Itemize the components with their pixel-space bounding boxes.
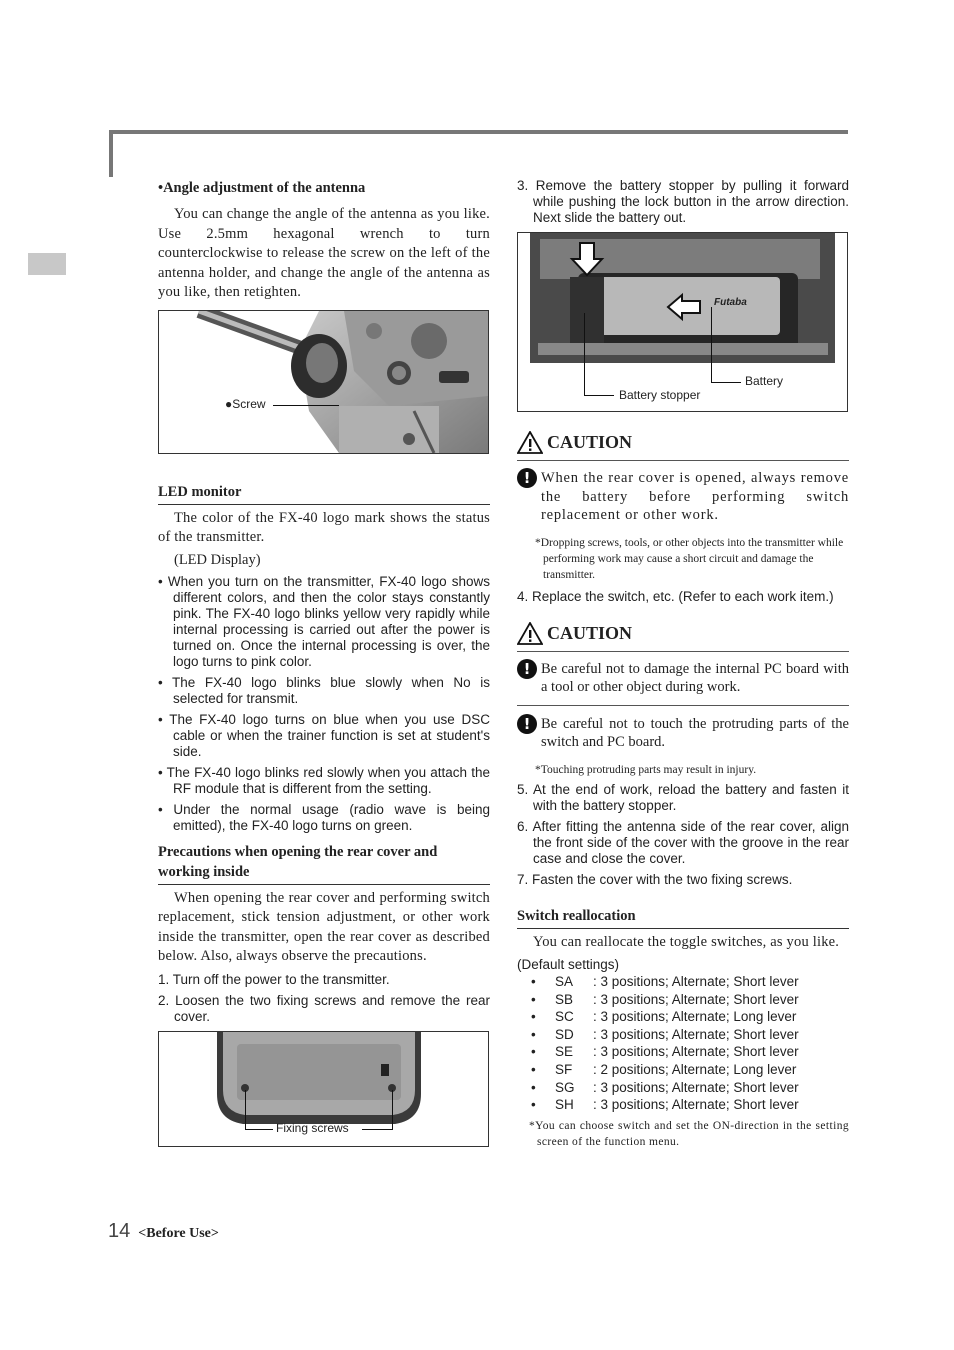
figure3-leader-battery-v: [711, 307, 712, 383]
switch-key: SA: [555, 974, 574, 989]
switch-value: : 3 positions; Alternate; Short lever: [593, 1097, 799, 1113]
right-column: [517, 178, 849, 1150]
switch-value: : 2 positions; Alternate; Long lever: [593, 1061, 797, 1077]
figure1-leader-line: [273, 405, 339, 406]
led-heading: LED monitor: [158, 482, 490, 505]
list-item: • SE : 3 positions; Alternate; Short lever: [531, 1044, 799, 1060]
precautions-paragraph: When opening the rear cover and performing switch replacement, stick tension adjustment, or other work inside the transmitter, open the rear cover as described below. Also, always observe the precautions.: [158, 889, 490, 964]
switch-paragraph: You can reallocate the toggle switches, as you like.: [533, 933, 840, 950]
antenna-paragraph: You can change the angle of the antenna as you like. Use 2.5mm hexagonal wrench to turn counterclockwise to release the screw on the left of the antenna holder, and change the angle of the antenna as you like, then retighten.: [158, 206, 490, 300]
step-3: 3. Remove the battery stopper by pulling it forward while pushing the lock button in the arrow direction. Next slide the battery out.: [517, 178, 849, 225]
switch-key: SC: [555, 1009, 574, 1025]
battery-photo: [518, 233, 847, 411]
antenna-heading: •Angle adjustment of the antenna: [158, 180, 366, 196]
figure-battery: [517, 232, 848, 412]
step-7: 7. Fasten the cover with the two fixing screws.: [517, 871, 793, 887]
caution-2-note: *Touching protruding parts may result in injury.: [535, 763, 757, 776]
switch-key: SE: [555, 1044, 574, 1060]
list-item: • SD : 3 positions; Alternate; Short lever: [531, 1026, 799, 1042]
step-2: 2. Loosen the two fixing screws and remove the rear cover.: [158, 992, 490, 1024]
switch-value: : 3 positions; Alternate; Long lever: [593, 1009, 797, 1025]
warning-triangle-icon: [517, 431, 543, 454]
step-6: 6. After fitting the antenna side of the rear cover, align the front side of the cover with the groove in the rear case and close the cover.: [517, 818, 849, 866]
list-item: • SA : 3 positions; Alternate; Short lever: [531, 974, 799, 989]
antenna-photo: [159, 311, 488, 453]
list-item: • SC : 3 positions; Alternate; Long lever: [531, 1009, 797, 1025]
switch-key: SH: [555, 1097, 574, 1113]
list-item: • Under the normal usage (radio wave is being emitted), the FX-40 logo turns on green.: [158, 801, 490, 833]
step-1: 1. Turn off the power to the transmitter.: [158, 971, 390, 987]
list-item: • SH : 3 positions; Alternate; Short lever: [531, 1097, 799, 1113]
switch-key: SD: [555, 1026, 574, 1042]
switch-heading: Switch reallocation: [517, 906, 849, 929]
exclamation-icon: !: [517, 659, 537, 679]
step-4: 4. Replace the switch, etc. (Refer to each work item.): [517, 588, 834, 604]
list-item: • The FX-40 logo blinks red slowly when you attach the RF module that is different from the setting.: [158, 764, 490, 796]
header-rule-top: [109, 130, 848, 134]
caution-1-note: *Dropping screws, tools, or other objects into the transmitter while performing work may cause a short circuit and damage the transmitter.: [535, 536, 844, 581]
step-5: 5. At the end of work, reload the battery and fasten it with the battery stopper.: [517, 781, 849, 813]
section-side-tab: [28, 253, 66, 275]
precautions-heading: Precautions when opening the rear cover and working inside: [158, 842, 490, 885]
figure2-label-fixing-screws: Fixing screws: [276, 1120, 349, 1135]
figure2-leader-left-v: [245, 1090, 246, 1130]
figure3-leader-stopper-v: [584, 313, 585, 396]
switch-value: : 3 positions; Alternate; Short lever: [593, 974, 799, 989]
figure3-label-stopper: Battery stopper: [619, 388, 701, 402]
figure2-leader-right-v: [392, 1090, 393, 1130]
caution-title-1: CAUTION: [547, 432, 633, 452]
switch-value: : 3 positions; Alternate; Short lever: [593, 1044, 799, 1060]
caution-1-text: When the rear cover is opened, always remove the battery before performing switch replacement or other work.: [541, 470, 849, 523]
figure3-leader-battery-h: [711, 382, 741, 383]
switch-value: : 3 positions; Alternate; Short lever: [593, 991, 799, 1007]
header-rule-left: [109, 130, 113, 177]
caution-2b-text: Be careful not to touch the protruding parts of the switch and PC board.: [541, 715, 849, 750]
warning-triangle-icon: [517, 622, 543, 645]
figure-antenna-screw: [158, 310, 489, 454]
figure2-leader-right-h: [362, 1129, 393, 1130]
list-item: • When you turn on the transmitter, FX-40 logo shows different colors, and then the color stays constantly pink. The FX-40 logo blinks yellow very rapidly while internal processing is carried out after the power is turned on. Once the internal processing is over, the logo turns to pink color.: [158, 573, 490, 669]
list-item: • SF : 2 positions; Alternate; Long lever: [531, 1061, 797, 1077]
exclamation-icon: !: [517, 468, 537, 488]
page-number: 14: [108, 1220, 131, 1242]
figure3-leader-stopper-h: [584, 395, 614, 396]
switch-value: : 3 positions; Alternate; Short lever: [593, 1026, 799, 1042]
figure2-leader-left-h: [245, 1129, 273, 1130]
figure3-label-battery: Battery: [745, 374, 784, 388]
page-footer: [108, 1220, 219, 1243]
caution-title-2: CAUTION: [547, 622, 633, 643]
switch-list: [517, 973, 849, 1114]
list-item: • SB : 3 positions; Alternate; Short lever: [531, 991, 799, 1007]
switch-key: SB: [555, 991, 574, 1007]
exclamation-icon: !: [517, 714, 537, 734]
list-item: • The FX-40 logo turns on blue when you use DSC cable or when the trainer function is set at student's side.: [158, 711, 490, 759]
left-column: [158, 180, 490, 1147]
switch-key: SG: [555, 1079, 575, 1095]
switch-note: *You can choose switch and set the ON-direction in the setting screen of the function menu.: [529, 1119, 849, 1148]
switch-value: : 3 positions; Alternate; Short lever: [593, 1079, 799, 1095]
footer-section-name: <Before Use>: [138, 1226, 219, 1241]
list-item: • The FX-40 logo blinks blue slowly when No is selected for transmit.: [158, 674, 490, 706]
list-item: • SG : 3 positions; Alternate; Short lever: [531, 1079, 799, 1095]
caution-heading-1: [517, 431, 849, 461]
caution-2a-text: Be careful not to damage the internal PC board with a tool or other object during work.: [541, 660, 849, 695]
figure1-label-screw: ●Screw: [225, 396, 266, 411]
default-settings-label: (Default settings): [517, 957, 620, 972]
led-display-label: (LED Display): [174, 551, 261, 568]
led-paragraph: The color of the FX-40 logo mark shows the status of the transmitter.: [158, 509, 490, 545]
caution-2b-row: [517, 715, 849, 752]
battery-brand-label: Futaba: [714, 297, 747, 308]
figure-rear-cover: [158, 1031, 489, 1147]
led-bullet-list: [158, 574, 490, 834]
caution-2a-row: [517, 660, 849, 706]
switch-key: SF: [555, 1061, 573, 1077]
caution-heading-2: [517, 622, 849, 652]
caution-1-row: [517, 469, 849, 525]
